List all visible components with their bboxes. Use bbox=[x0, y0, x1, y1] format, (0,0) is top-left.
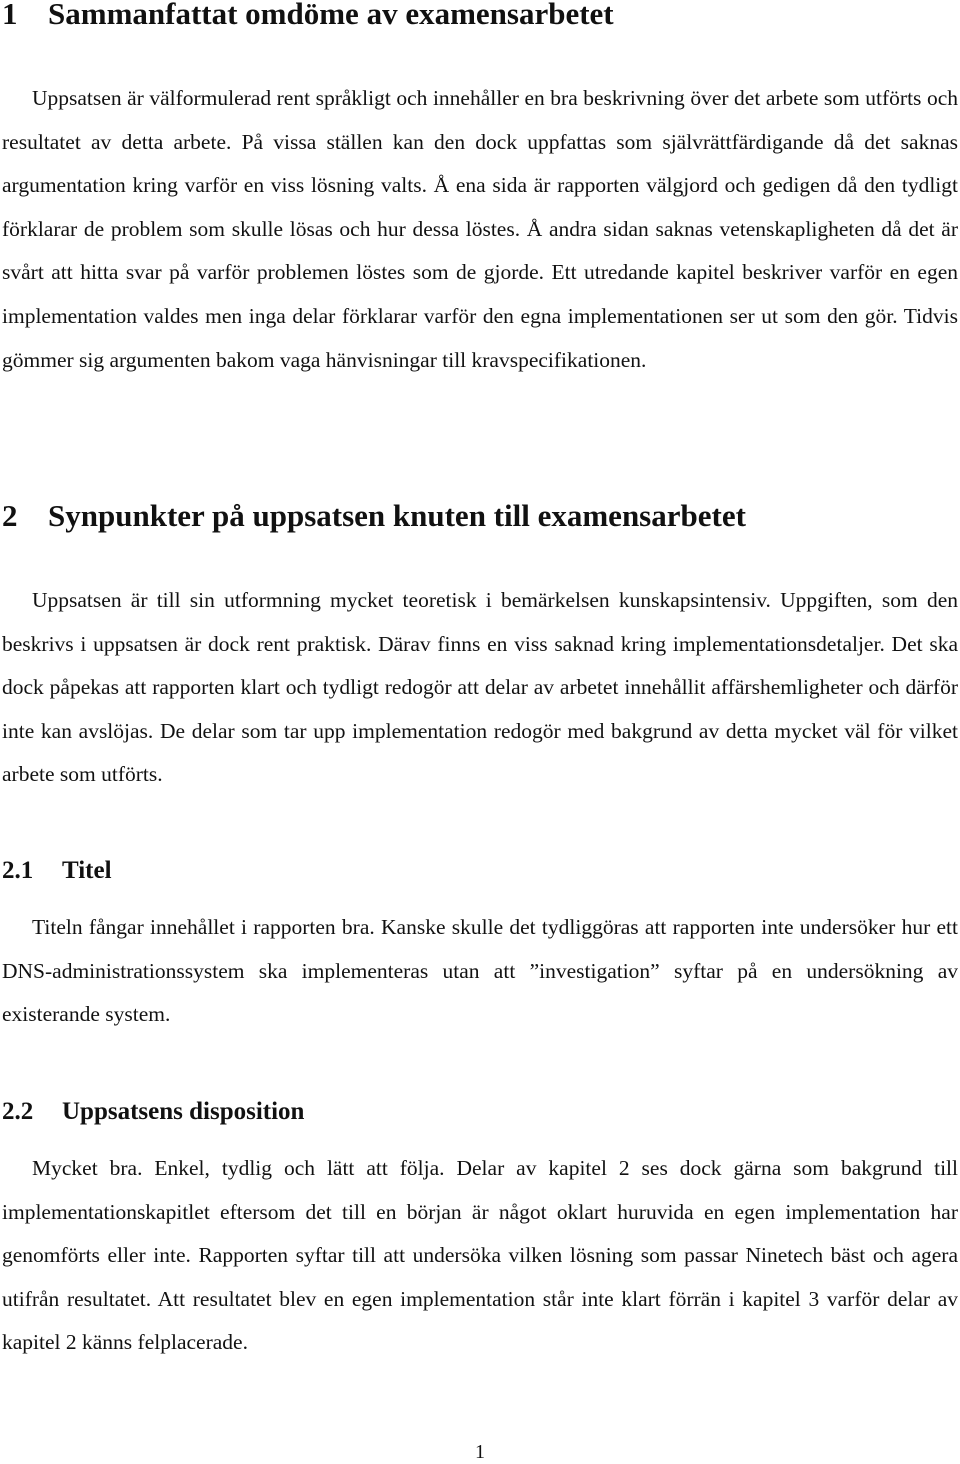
section-1-paragraph: Uppsatsen är välformulerad rent språkligt och innehåller en bra beskrivning över det arbete som utförts och resultatet av detta arbete. På vissa ställen kan den dock uppfattas som självrättfärdigande då det saknas argumentation kring varför en viss lösning valts. Å ena sida är rapporten välgjord och gedigen då den tydligt förklarar de problem som skulle lösas och hur dessa löstes. Å andra sidan saknas vetenskapligheten då det är svårt att hitta svar på varför problemen löstes som de gjorde. Ett utredande kapitel beskriver varför en egen implementation valdes men inga delar förklarar varför den egna implementationen ser ut som den gör. Tidvis gömmer sig argumenten bakom vaga hänvisningar till kravspecifikationen. bbox=[2, 86, 958, 372]
section-2-heading bbox=[2, 498, 746, 534]
subsection-2-1-number: 2.1 bbox=[2, 857, 34, 884]
page-number: 1 bbox=[475, 1441, 485, 1463]
section-2-title: Synpunkter på uppsatsen knuten till examensarbetet bbox=[48, 498, 746, 533]
subsection-2-2-heading bbox=[2, 1097, 304, 1127]
section-1-number: 1 bbox=[2, 0, 18, 31]
subsection-2-2-title: Uppsatsens disposition bbox=[62, 1098, 305, 1125]
section-2-paragraph: Uppsatsen är till sin utformning mycket teoretisk i bemärkelsen kunskapsintensiv. Uppgiften, som den beskrivs i uppsatsen är dock rent praktisk. Därav finns en viss saknad kring implementationsdetaljer. Det ska dock påpekas att rapporten klart och tydligt redogör att delar av arbetet innehållit affärshemligheter och därför inte kan avslöjas. De delar som tar upp implementation redogör med bakgrund av detta mycket väl för vilket arbete som utförts. bbox=[2, 588, 958, 787]
subsection-2-2-paragraph: Mycket bra. Enkel, tydlig och lätt att följa. Delar av kapitel 2 ses dock gärna som bakgrund till implementationskapitlet eftersom det till en början är något oklart huruvida en egen implementation har genomförts eller inte. Rapporten syftar till att undersöka vilken lösning som passar Ninetech bäst och agera utifrån resultatet. Att resultatet blev en egen implementation står inte klart förrän i kapitel 3 varför delar av kapitel 2 känns felplacerade. bbox=[2, 1156, 958, 1355]
subsection-2-1-title: Titel bbox=[62, 857, 112, 884]
section-2-number: 2 bbox=[2, 498, 18, 533]
subsection-2-2-number: 2.2 bbox=[2, 1098, 34, 1125]
section-1-title: Sammanfattat omdöme av examensarbetet bbox=[48, 0, 614, 31]
subsection-2-1-paragraph: Titeln fångar innehållet i rapporten bra. Kanske skulle det tydliggöras att rapporten inte undersöker hur ett DNS-administrationssystem ska implementeras utan att ”investigation” syftar på en undersökning av existerande system. bbox=[2, 915, 958, 1027]
subsection-2-1-heading bbox=[2, 856, 112, 886]
section-1-heading bbox=[2, 0, 614, 32]
